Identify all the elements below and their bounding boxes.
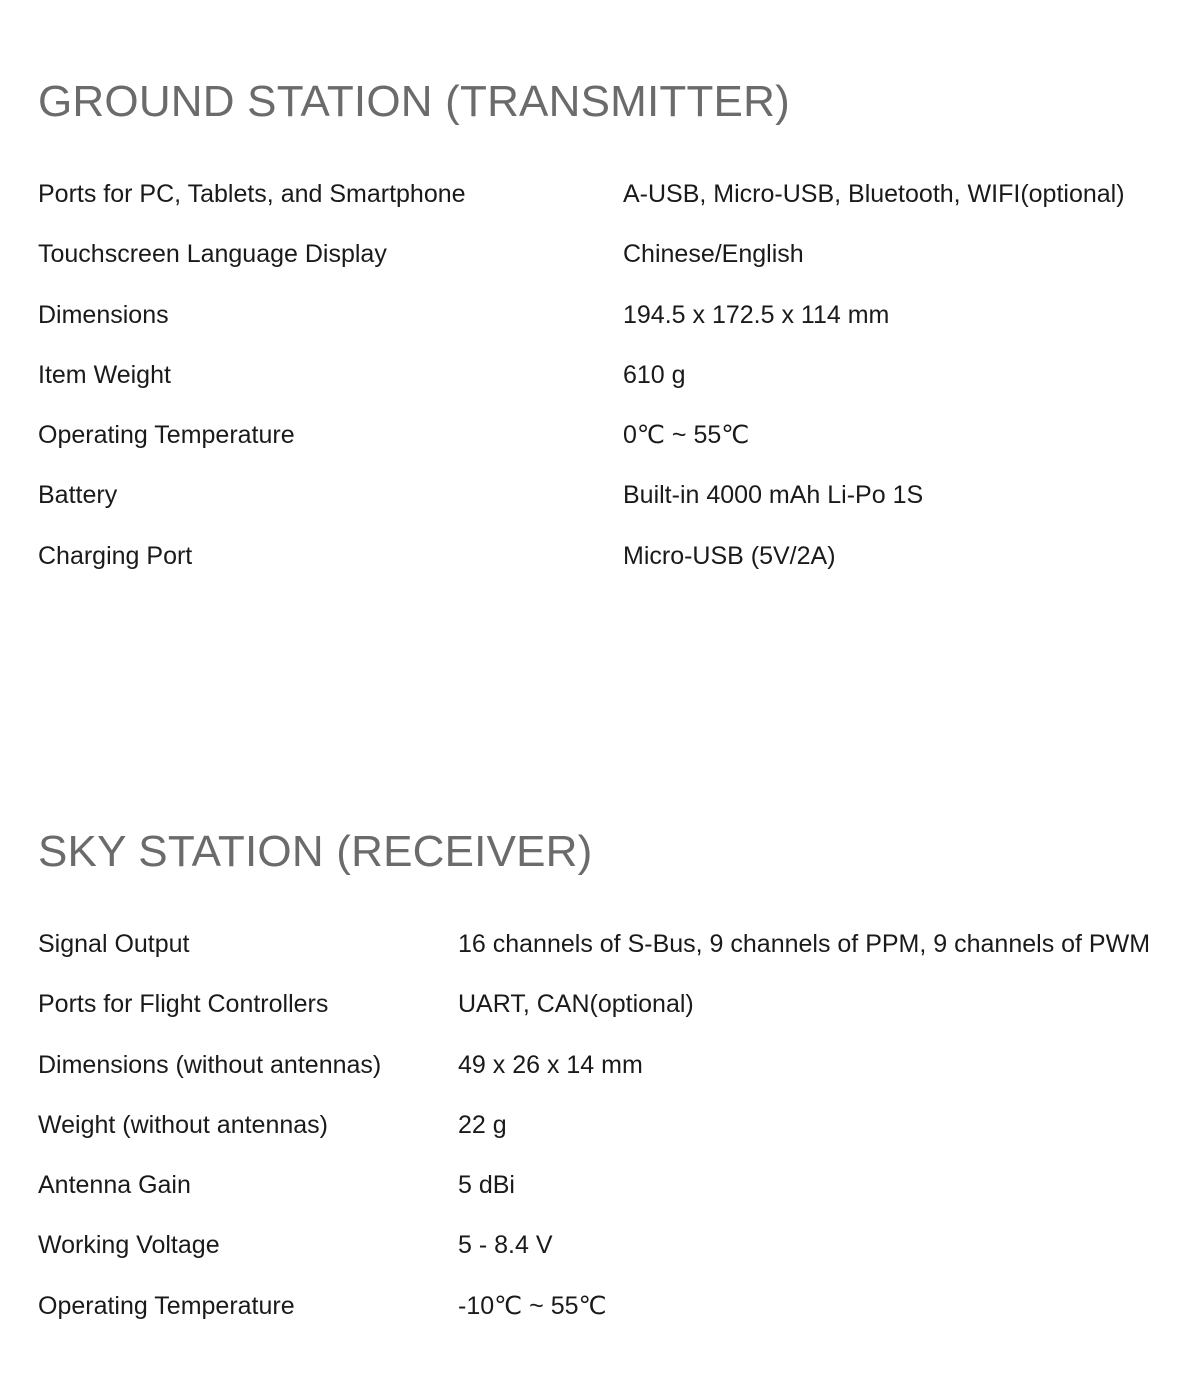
- spec-label: Signal Output: [38, 930, 190, 958]
- ground-station-section: [38, 74, 1200, 570]
- spec-row: [38, 226, 1200, 286]
- spec-row: [38, 976, 1200, 1036]
- spec-value: Chinese/English: [623, 240, 804, 269]
- spec-label: Dimensions (without antennas): [38, 1050, 382, 1079]
- spec-value: 5 - 8.4 V: [458, 1231, 553, 1260]
- spec-row: [38, 467, 1200, 527]
- spec-value: Micro-USB (5V/2A): [623, 541, 836, 570]
- spec-value: A-USB, Micro-USB, Bluetooth, WIFI(optional): [623, 180, 1125, 208]
- spec-label: Antenna Gain: [38, 1171, 191, 1200]
- ground-station-title: GROUND STATION (TRANSMITTER): [38, 77, 790, 126]
- spec-row: [38, 407, 1200, 467]
- spec-row: [38, 166, 1200, 226]
- spec-row: [38, 1278, 1200, 1338]
- spec-row: [38, 528, 1200, 588]
- spec-value: 49 x 26 x 14 mm: [458, 1050, 643, 1079]
- spec-label: Working Voltage: [38, 1231, 220, 1260]
- spec-label: Charging Port: [38, 541, 193, 570]
- spec-value: 0℃ ~ 55℃: [623, 421, 750, 450]
- spec-label: Touchscreen Language Display: [38, 240, 387, 269]
- spec-label: Operating Temperature: [38, 1291, 295, 1320]
- ground-station-spec-table: [38, 166, 1200, 588]
- spec-row: [38, 916, 1200, 976]
- spec-value: 610 g: [623, 360, 686, 389]
- spec-value: 22 g: [458, 1110, 507, 1139]
- spec-row: [38, 1097, 1200, 1157]
- spec-value: Built-in 4000 mAh Li-Po 1S: [623, 481, 924, 510]
- spec-label: Dimensions: [38, 300, 169, 329]
- spec-row: [38, 1217, 1200, 1277]
- sky-station-title: SKY STATION (RECEIVER): [38, 827, 593, 876]
- spec-label: Ports for PC, Tablets, and Smartphone: [38, 180, 466, 208]
- spec-row: [38, 1157, 1200, 1217]
- spec-value: 16 channels of S-Bus, 9 channels of PPM, 9 channels of PWM: [458, 930, 1151, 958]
- spec-label: Item Weight: [38, 360, 171, 389]
- spec-value: 5 dBi: [458, 1171, 515, 1200]
- spec-label: Ports for Flight Controllers: [38, 990, 329, 1019]
- sky-station-section: [38, 824, 1200, 1320]
- spec-row: [38, 287, 1200, 347]
- spec-value: UART, CAN(optional): [458, 990, 694, 1019]
- spec-value: -10℃ ~ 55℃: [458, 1291, 607, 1320]
- sky-station-spec-table: [38, 916, 1200, 1338]
- spec-value: 194.5 x 172.5 x 114 mm: [623, 300, 890, 329]
- spec-row: [38, 1037, 1200, 1097]
- spec-row: [38, 347, 1200, 407]
- spec-label: Operating Temperature: [38, 421, 295, 450]
- spec-label: Weight (without antennas): [38, 1110, 328, 1139]
- spec-label: Battery: [38, 481, 118, 510]
